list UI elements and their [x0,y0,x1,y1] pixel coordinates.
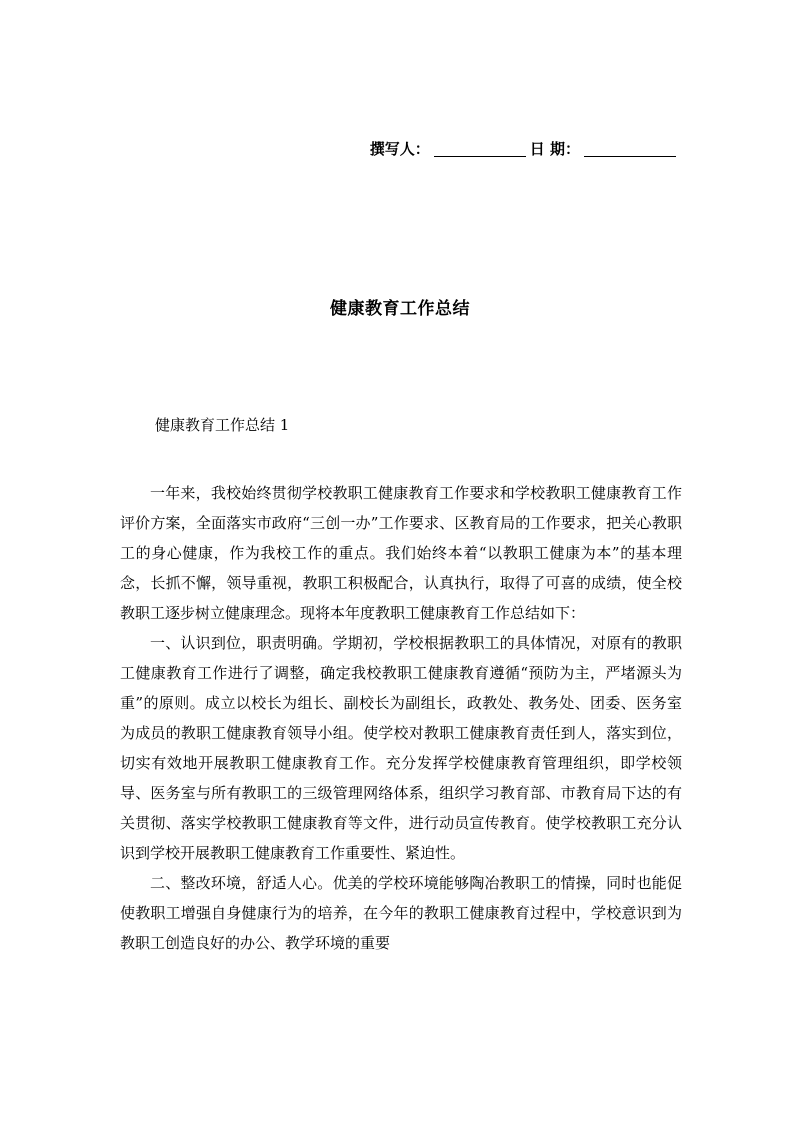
document-subtitle: 健康教育工作总结 1 [155,416,290,434]
paragraph-section-2: 二、整改环境，舒适人心。优美的学校环境能够陶冶教职工的情操，同时也能促使教职工增强自身健康行为的培养，在今年的教职工健康教育过程中，学校意识到为教职工创造良好的办公、教学环境的重要 [120,874,682,952]
date-label: 日 期： [529,140,580,158]
date-blank [584,142,676,157]
paragraph-section-1: 一、认识到位，职责明确。学期初，学校根据教职工的具体情况，对原有的教职工健康教育工作进行了调整，确定我校教职工健康教育遵循“预防为主，严堵源头为重”的原则。成立以校长为组长、副校长为副组长，政教处、教务处、团委、医务室为成员的教职工健康教育领导小组。使学校对教职工健康教育责任到人，落实到位，切实有效地开展教职工健康教育工作。充分发挥学校健康教育管理组织，即学校领导、医务室与所有教职工的三级管理网络体系，组织学习教育部、市教育局下达的有关贯彻、落实学校教职工健康教育等文件，进行动员宣传教育。使学校教职工充分认识到学校开展教职工健康教育工作重要性、紧迫性。 [120,634,682,862]
document-body [120,478,682,958]
author-label: 撰写人： [369,140,430,158]
author-date-line [370,138,680,159]
document-title: 健康教育工作总结 [330,299,470,319]
author-blank [434,142,526,157]
paragraph-intro: 一年来，我校始终贯彻学校教职工健康教育工作要求和学校教职工健康教育工作评价方案，全面落实市政府“三创一办”工作要求、区教育局的工作要求，把关心教职工的身心健康，作为我校工作的重点。我们始终本着“以教职工健康为本”的基本理念，长抓不懈，领导重视，教职工积极配合，认真执行，取得了可喜的成绩，使全校教职工逐步树立健康理念。现将本年度教职工健康教育工作总结如下： [120,484,682,622]
